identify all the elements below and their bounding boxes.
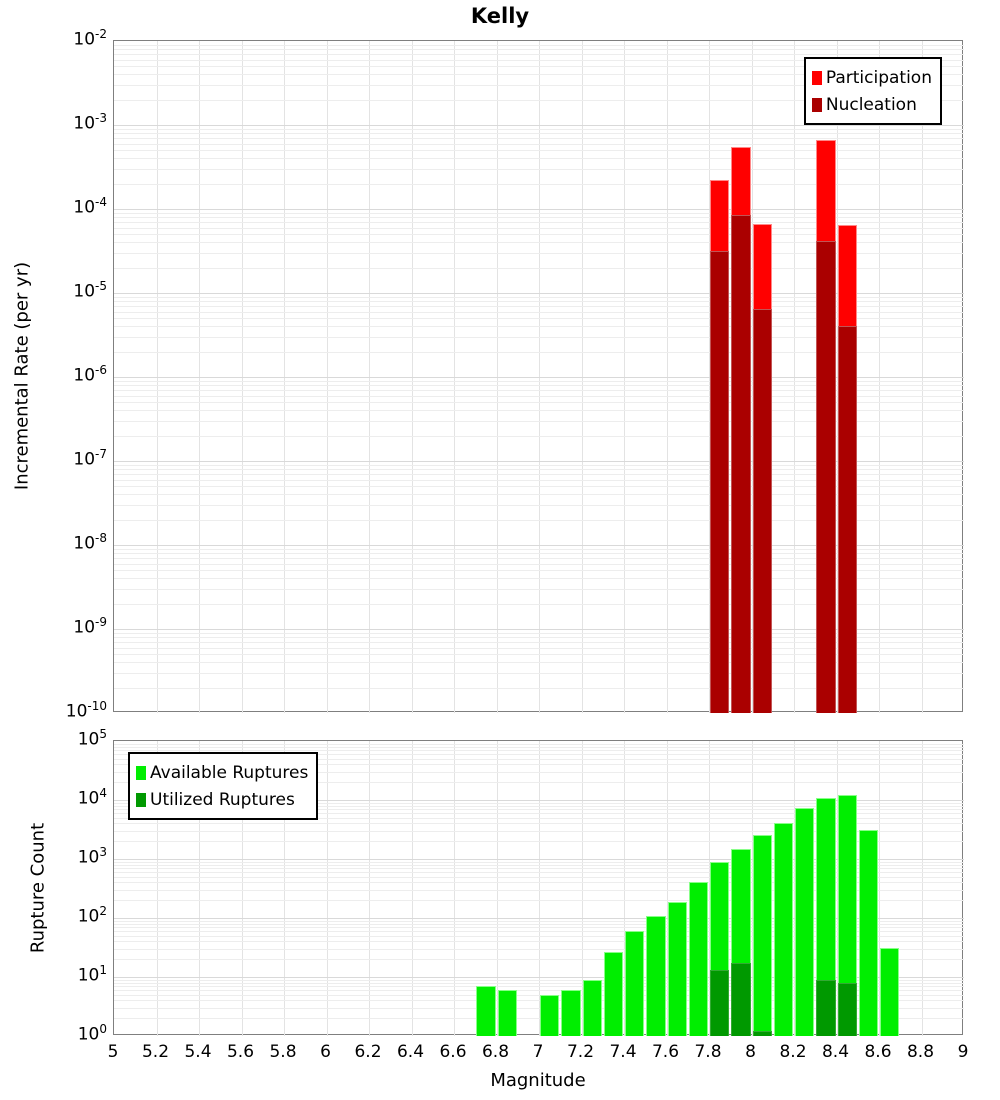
- gridline: [114, 662, 964, 663]
- y-tick-label: $10^{-8}$: [73, 531, 107, 554]
- x-tick-label: 7: [532, 1042, 544, 1062]
- gridline: [114, 312, 964, 313]
- x-tick-label: 7.4: [609, 1042, 637, 1062]
- gridline: [114, 222, 964, 223]
- gridline-major: [114, 545, 964, 546]
- gridline: [114, 921, 964, 922]
- gridline: [114, 931, 964, 932]
- x-tick-label: 6.6: [439, 1042, 467, 1062]
- gridline: [114, 138, 964, 139]
- gridline: [454, 741, 455, 1036]
- gridline-major: [114, 461, 964, 462]
- available-ruptures-bar: [625, 931, 644, 1036]
- gridline: [922, 741, 923, 1036]
- available-ruptures-bar: [476, 986, 495, 1036]
- y-tick-label: $10^{-5}$: [73, 279, 107, 302]
- rate-y-axis-label: Incremental Rate (per yr): [11, 261, 33, 491]
- gridline-major: [114, 293, 964, 294]
- legend-swatch-icon: [136, 766, 146, 780]
- gridline: [114, 486, 964, 487]
- legend-label: Nucleation: [825, 94, 917, 115]
- available-ruptures-bar: [498, 990, 517, 1036]
- gridline: [114, 862, 964, 863]
- gridline: [114, 297, 964, 298]
- y-tick-label: $10^{-6}$: [73, 363, 107, 386]
- gridline: [114, 352, 964, 353]
- gridline: [114, 242, 964, 243]
- x-tick-label: 5.4: [184, 1042, 212, 1062]
- legend-item: [812, 91, 932, 118]
- rate-panel: [113, 40, 963, 712]
- gridline: [114, 995, 964, 996]
- gridline: [114, 959, 964, 960]
- gridline: [114, 688, 964, 689]
- gridline: [114, 436, 964, 437]
- gridline-major: [114, 977, 964, 978]
- gridline: [114, 520, 964, 521]
- gridline: [114, 633, 964, 634]
- available-ruptures-bar: [561, 990, 580, 1036]
- gridline: [114, 744, 964, 745]
- y-tick-label: $10^{-4}$: [73, 195, 107, 218]
- chart-title: Kelly: [470, 4, 530, 28]
- gridline: [114, 642, 964, 643]
- gridline: [114, 129, 964, 130]
- y-tick-label: $10^2$: [77, 904, 107, 927]
- gridline-major: [114, 209, 964, 210]
- x-tick-label: 5.2: [141, 1042, 170, 1062]
- y-tick-label: $10^{-10}$: [65, 699, 107, 722]
- gridline: [114, 648, 964, 649]
- gridline: [114, 169, 964, 170]
- gridline: [114, 306, 964, 307]
- gridline: [114, 865, 964, 866]
- legend-label: Available Ruptures: [150, 762, 309, 783]
- nucleation-bar: [710, 251, 729, 713]
- gridline: [114, 553, 964, 554]
- gridline: [114, 253, 964, 254]
- gridline: [114, 654, 964, 655]
- gridline: [114, 421, 964, 422]
- legend-swatch-icon: [136, 793, 146, 807]
- y-tick-label: $10^1$: [77, 963, 107, 986]
- gridline: [114, 465, 964, 466]
- gridline: [114, 144, 964, 145]
- utilized-ruptures-bar: [838, 983, 857, 1036]
- legend-label: Participation: [825, 67, 932, 88]
- gridline: [114, 936, 964, 937]
- x-tick-label: 9: [957, 1042, 969, 1062]
- gridline: [114, 900, 964, 901]
- legend-swatch-icon: [812, 71, 822, 85]
- gridline: [114, 1000, 964, 1001]
- legend-item: [812, 64, 932, 91]
- x-tick-label: 8: [745, 1042, 756, 1062]
- gridline: [114, 570, 964, 571]
- x-tick-label: 8.2: [779, 1042, 807, 1062]
- y-tick-label: $10^{-9}$: [73, 615, 107, 638]
- gridline: [114, 402, 964, 403]
- legend-swatch-icon: [812, 98, 822, 112]
- x-tick-label: 8.6: [864, 1042, 892, 1062]
- gridline-major: [114, 918, 964, 919]
- gridline: [114, 831, 964, 832]
- gridline: [114, 390, 964, 391]
- gridline: [114, 841, 964, 842]
- y-tick-label: $10^{-2}$: [73, 27, 107, 50]
- gridline: [114, 158, 964, 159]
- legend-item: [136, 759, 308, 786]
- gridline: [114, 385, 964, 386]
- gridline: [114, 747, 964, 748]
- gridline: [114, 558, 964, 559]
- gridline: [114, 301, 964, 302]
- available-ruptures-bar: [668, 902, 687, 1036]
- gridline: [114, 184, 964, 185]
- nucleation-bar: [838, 326, 857, 713]
- gridline: [114, 234, 964, 235]
- gridline: [114, 673, 964, 674]
- gridline: [114, 990, 964, 991]
- gridline: [539, 741, 540, 1036]
- x-tick-label: 6.4: [396, 1042, 425, 1062]
- available-ruptures-bar: [646, 916, 665, 1036]
- gridline: [114, 474, 964, 475]
- gridline: [114, 133, 964, 134]
- gridline: [114, 337, 964, 338]
- available-ruptures-bar: [859, 830, 878, 1036]
- available-ruptures-bar: [880, 948, 899, 1036]
- gridline: [114, 750, 964, 751]
- utilized-ruptures-bar: [731, 963, 750, 1036]
- available-ruptures-bar: [604, 952, 623, 1036]
- available-ruptures-bar: [689, 882, 708, 1036]
- gridline-major: [114, 859, 964, 860]
- gridline: [114, 882, 964, 883]
- gridline: [114, 868, 964, 869]
- gridline: [114, 1008, 964, 1009]
- gridline: [114, 578, 964, 579]
- count-panel: [113, 740, 963, 1035]
- gridline: [327, 741, 328, 1036]
- gridline: [114, 54, 964, 55]
- gridline: [114, 268, 964, 269]
- available-ruptures-bar: [774, 823, 793, 1036]
- gridline: [114, 589, 964, 590]
- y-tick-label: $10^{-7}$: [73, 447, 107, 470]
- gridline-major: [114, 125, 964, 126]
- utilized-ruptures-bar: [816, 980, 835, 1036]
- gridline: [114, 637, 964, 638]
- available-ruptures-bar: [583, 980, 602, 1036]
- gridline: [114, 877, 964, 878]
- utilized-ruptures-bar: [753, 1031, 772, 1036]
- gridline: [114, 980, 964, 981]
- y-tick-label: $10^0$: [77, 1022, 107, 1045]
- available-ruptures-bar: [753, 835, 772, 1036]
- gridline: [114, 410, 964, 411]
- gridline: [114, 326, 964, 327]
- x-tick-label: 6: [320, 1042, 331, 1062]
- gridline: [114, 924, 964, 925]
- gridline: [114, 949, 964, 950]
- count-y-axis-label: Rupture Count: [27, 822, 49, 954]
- gridline: [114, 494, 964, 495]
- gridline: [114, 604, 964, 605]
- gridline: [369, 741, 370, 1036]
- y-tick-label: $10^5$: [77, 727, 107, 750]
- x-tick-label: 5.6: [226, 1042, 255, 1062]
- available-ruptures-bar: [795, 808, 814, 1036]
- gridline: [114, 890, 964, 891]
- nucleation-bar: [731, 215, 750, 713]
- gridline: [114, 1018, 964, 1019]
- x-axis-label: Magnitude: [490, 1070, 586, 1091]
- gridline: [114, 872, 964, 873]
- x-tick-label: 7.6: [651, 1042, 680, 1062]
- legend: [128, 752, 318, 820]
- nucleation-bar: [816, 241, 835, 713]
- gridline: [114, 564, 964, 565]
- gridline: [114, 469, 964, 470]
- gridline: [114, 941, 964, 942]
- x-tick-label: 6.2: [354, 1042, 382, 1062]
- gridline: [114, 381, 964, 382]
- gridline: [114, 49, 964, 50]
- gridline: [114, 823, 964, 824]
- y-tick-label: $10^4$: [77, 786, 107, 809]
- x-tick-label: 5: [107, 1042, 119, 1062]
- y-tick-label: $10^3$: [77, 845, 107, 868]
- legend-label: Utilized Ruptures: [150, 789, 295, 810]
- gridline: [114, 150, 964, 151]
- legend-item: [136, 786, 308, 813]
- gridline: [114, 396, 964, 397]
- legend: [804, 57, 942, 125]
- gridline: [114, 45, 964, 46]
- gridline: [114, 480, 964, 481]
- available-ruptures-bar: [540, 995, 559, 1036]
- gridline: [114, 986, 964, 987]
- x-tick-label: 8.8: [906, 1042, 935, 1062]
- x-tick-label: 5.8: [269, 1042, 297, 1062]
- gridline-major: [114, 377, 964, 378]
- y-tick-label: $10^{-3}$: [73, 111, 107, 134]
- x-tick-label: 6.8: [481, 1042, 510, 1062]
- utilized-ruptures-bar: [710, 970, 729, 1036]
- gridline: [114, 318, 964, 319]
- gridline: [114, 228, 964, 229]
- x-tick-label: 7.8: [694, 1042, 722, 1062]
- x-tick-label: 8.4: [821, 1042, 850, 1062]
- gridline: [114, 217, 964, 218]
- gridline: [114, 549, 964, 550]
- x-tick-label: 7.2: [566, 1042, 595, 1062]
- gridline: [114, 505, 964, 506]
- gridline: [114, 983, 964, 984]
- nucleation-bar: [753, 309, 772, 713]
- gridline: [114, 927, 964, 928]
- gridline: [114, 213, 964, 214]
- gridline: [412, 741, 413, 1036]
- gridline-major: [114, 629, 964, 630]
